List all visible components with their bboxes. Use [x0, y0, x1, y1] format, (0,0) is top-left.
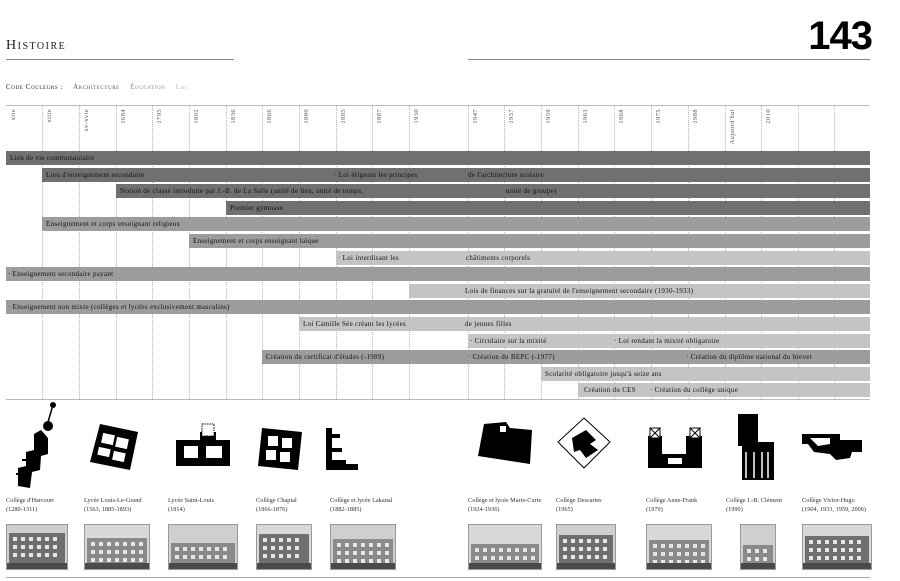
timeline-bar-label: Notion de classe introduite par J.-B. de La Salle (unité de lieu, unité de temps, [120, 187, 364, 196]
timeline-year-label: 1988 [692, 109, 699, 124]
timeline-bar [409, 284, 870, 298]
plan-saint-louis-icon [170, 422, 236, 470]
building-photo [330, 524, 396, 570]
timeline-bar-label: Enseignement et corps enseignant laïque [193, 237, 319, 245]
timeline-gridline [42, 106, 43, 399]
plan-descartes-icon [556, 416, 612, 470]
building-name: Collège et lycée Marie-Curie [468, 497, 542, 504]
building-name: Collège Victor-Hugo [802, 497, 855, 504]
building-photo [6, 524, 68, 570]
timeline-year-label: 1959 [545, 109, 552, 124]
building-photo [468, 524, 542, 570]
timeline-year-label: 1880 [303, 109, 310, 124]
building-photo [646, 524, 712, 570]
timeline-bar-label: · Création du collège unique [650, 386, 739, 395]
building-caption [802, 496, 866, 514]
building-dates: (1280-1311) [6, 506, 38, 513]
building-photo [256, 524, 312, 570]
timeline-bar-label: de jeunes filles [465, 320, 512, 328]
timeline-bar-label: unité de groupe) [506, 187, 557, 196]
building-dates: (1904, 1933, 1959, 2006) [802, 506, 867, 513]
timeline-bar-label: · Création du BEPC (-1977) [468, 353, 555, 362]
timeline-bar-label: Lieu de vie communautaire [10, 154, 95, 162]
timeline-gridline [226, 106, 227, 399]
building-caption [556, 496, 602, 514]
timeline-bar-label: Loi Camille Sée créant les lycées [303, 320, 407, 328]
header-rule [468, 59, 870, 60]
timeline-bar-label: Scolarité obligatoire jusqu'à seize ans [545, 369, 662, 378]
timeline-bar [42, 217, 870, 231]
building-dates: (1965) [556, 506, 573, 513]
plan-jb-clement-icon [734, 412, 778, 482]
timeline-year-label: xiiie [46, 109, 53, 123]
building-photo [556, 524, 616, 570]
timeline-year-label: 1963 [582, 109, 589, 124]
timeline-year-label: 1968 [618, 109, 625, 124]
bottom-rule [6, 577, 870, 578]
page-number: 143 [808, 14, 872, 58]
timeline-bar [262, 350, 870, 364]
building-name: Collège et lycée Lakanal [330, 497, 393, 504]
timeline-year-label: 1930 [413, 109, 420, 124]
timeline-bar [578, 383, 870, 397]
timeline-bar-label: · Loi rendant la mixité obligatoire [614, 336, 720, 345]
building-name: Collège d'Harcourt [6, 497, 54, 504]
plan-harcourt-icon [8, 400, 58, 492]
building-caption [168, 496, 214, 514]
timeline-bar [6, 267, 870, 281]
timeline-year-label: 1887 [376, 109, 383, 124]
timeline-bar-label: · Loi érigeant les principes [334, 170, 418, 179]
building-caption [6, 496, 54, 514]
timeline-gridline [152, 106, 153, 399]
timeline-bar-label: Lois de finances sur la gratuité de l'enseignement secondaire (1930-1933) [465, 286, 694, 295]
timeline-gridline [116, 106, 117, 399]
page-title: Histoire [6, 38, 67, 53]
building-caption [468, 496, 541, 514]
building-dates: (1882-1885) [330, 506, 362, 513]
timeline-year-label: 1684 [120, 109, 127, 124]
building-dates: (1866-1876) [256, 506, 288, 513]
timeline-bar [6, 300, 870, 314]
timeline-bar [6, 151, 870, 165]
building-name: Collège J.-B. Clément [726, 497, 782, 504]
timeline-bar [468, 334, 870, 348]
legend-item-architecture: Architecture [73, 83, 120, 91]
timeline-bar-label: · Enseignement secondaire payant [8, 270, 114, 279]
timeline-bar [541, 367, 870, 381]
plan-anne-frank-icon [646, 426, 704, 470]
timeline-bar-label: · Circulaire sur la mixité [470, 336, 547, 345]
timeline-year-label: 1802 [193, 109, 200, 124]
timeline-bar-label: Lieu d'enseignement secondaire [46, 170, 145, 179]
building-photo [802, 524, 872, 570]
legend-item-education: Éducation [130, 83, 166, 91]
plan-louis-le-grand-icon [86, 422, 142, 472]
legend-label: Code Couleurs : [6, 83, 64, 91]
timeline-bar-label: Premier gymnase [230, 203, 284, 212]
building-name: Lycée Saint-Louis [168, 497, 214, 504]
timeline-bar [226, 201, 870, 215]
building-name: Collège Chaptal [256, 497, 297, 504]
building-dates: (1979) [646, 506, 663, 513]
building-dates: (1924-1936) [468, 506, 500, 513]
timeline [6, 105, 870, 400]
floor-plans [0, 400, 900, 500]
color-legend [6, 83, 195, 91]
building-caption [726, 496, 782, 514]
building-caption [330, 496, 392, 514]
timeline-year-label: 1975 [655, 109, 662, 124]
timeline-year-label: 1795 [156, 109, 163, 124]
building-caption [84, 496, 142, 514]
timeline-bar-label: châtiments corporels [466, 253, 531, 262]
plan-chaptal-icon [254, 426, 306, 472]
timeline-bar [189, 234, 870, 248]
timeline-year-label: 1836 [230, 109, 237, 124]
building-dates: (1563, 1885-1893) [84, 506, 132, 513]
plan-marie-curie-icon [476, 418, 536, 466]
building-caption [256, 496, 297, 514]
timeline-bar-label: Création du CES [584, 386, 636, 395]
building-photo [84, 524, 150, 570]
building-name: Lycée Louis-Le-Grand [84, 497, 142, 504]
timeline-year-label: xiie [10, 109, 17, 121]
timeline-year-label: 2010 [765, 109, 772, 124]
timeline-bar-label: · Enseignement non mixte (collèges et lycées exclusivement masculins) [8, 303, 230, 312]
timeline-bar-label: Création du certificat d'études (-1989) [266, 353, 385, 362]
building-name: Collège Descartes [556, 497, 602, 504]
timeline-year-label: 1885 [340, 109, 347, 124]
timeline-bar [299, 317, 870, 331]
timeline-bar-label: Enseignement et corps enseignant religieux [46, 220, 181, 229]
timeline-year-label: Aujourd'hui [729, 109, 736, 145]
timeline-bar [116, 184, 870, 198]
plan-victor-hugo-icon [800, 430, 866, 466]
timeline-bar [336, 251, 870, 265]
building-dates: (1814) [168, 506, 185, 513]
title-rule [6, 59, 234, 60]
building-name: Collège Anne-Frank [646, 497, 698, 504]
timeline-gridline [79, 106, 80, 399]
plan-lakanal-icon [322, 424, 366, 472]
building-photo [740, 524, 776, 570]
timeline-bar-label: · Création du diplôme national du brevet [686, 353, 812, 362]
building-caption [646, 496, 697, 514]
timeline-year-label: 1957 [508, 109, 515, 124]
building-dates: (1999) [726, 506, 743, 513]
timeline-bar [42, 168, 870, 182]
timeline-year-label: xv-xvie [83, 109, 90, 132]
building-photo [168, 524, 238, 570]
timeline-year-label: 1947 [472, 109, 479, 124]
timeline-bar-label: de l'architecture scolaire [468, 170, 544, 179]
timeline-gridline [189, 106, 190, 399]
timeline-year-label: 1866 [266, 109, 273, 124]
timeline-bar-label: · Loi interdisant les [338, 253, 399, 262]
legend-item-law: Loi [175, 83, 188, 91]
